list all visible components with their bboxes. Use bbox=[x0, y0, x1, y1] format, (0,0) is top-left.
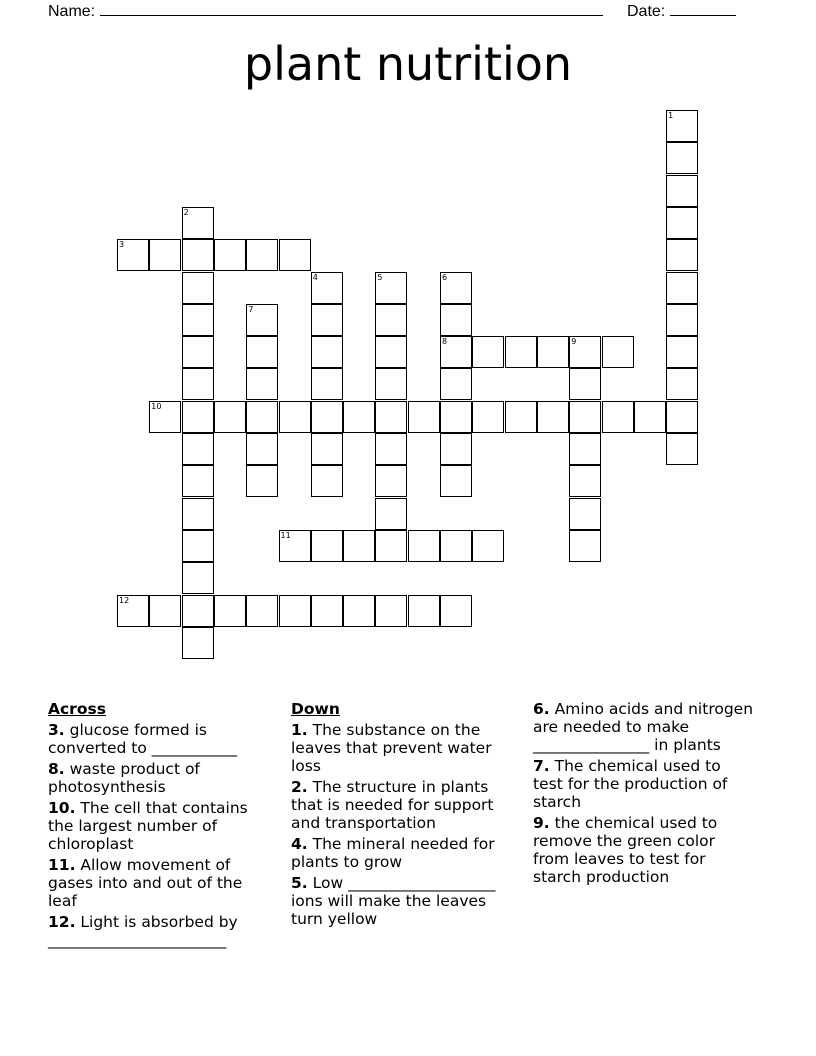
clue-item bbox=[48, 799, 270, 853]
clue-item-number: 10. bbox=[48, 799, 76, 817]
grid-cell[interactable] bbox=[311, 595, 343, 627]
grid-cell[interactable] bbox=[311, 272, 343, 304]
grid-cell[interactable] bbox=[440, 336, 472, 368]
clue-item-text: The substance on the leaves that prevent water loss bbox=[291, 721, 492, 775]
grid-cell[interactable] bbox=[569, 433, 601, 465]
grid-cell[interactable] bbox=[375, 304, 407, 336]
grid-cell[interactable] bbox=[408, 530, 440, 562]
clue-item-text: The chemical used to test for the production of starch bbox=[533, 757, 728, 811]
grid-cell[interactable] bbox=[440, 304, 472, 336]
clue-item-text: The structure in plants that is needed for support and transportation bbox=[291, 778, 494, 832]
grid-cell[interactable] bbox=[375, 595, 407, 627]
grid-cell[interactable] bbox=[343, 401, 375, 433]
grid-cell[interactable] bbox=[472, 336, 504, 368]
grid-cell[interactable] bbox=[666, 272, 698, 304]
grid-cell[interactable] bbox=[569, 368, 601, 400]
grid-cell[interactable] bbox=[182, 368, 214, 400]
clue-item-number: 8. bbox=[48, 760, 65, 778]
grid-cell[interactable] bbox=[505, 336, 537, 368]
clue-item bbox=[291, 778, 513, 832]
grid-cell[interactable] bbox=[602, 401, 634, 433]
clue-number: 3 bbox=[119, 240, 125, 250]
grid-cell[interactable] bbox=[375, 401, 407, 433]
grid-cell[interactable] bbox=[246, 433, 278, 465]
clue-number: 11 bbox=[280, 530, 291, 540]
grid-cell[interactable] bbox=[182, 433, 214, 465]
grid-cell[interactable] bbox=[375, 498, 407, 530]
grid-cell[interactable] bbox=[182, 272, 214, 304]
clue-item-number: 4. bbox=[291, 835, 308, 853]
grid-cell[interactable] bbox=[666, 175, 698, 207]
grid-cell[interactable] bbox=[472, 401, 504, 433]
clue-item-number: 3. bbox=[48, 721, 65, 739]
clue-number: 1 bbox=[668, 111, 674, 120]
grid-cell[interactable] bbox=[246, 401, 278, 433]
grid-cell[interactable] bbox=[182, 465, 214, 497]
grid-cell[interactable] bbox=[182, 595, 214, 627]
across-list bbox=[48, 721, 270, 949]
clue-number: 6 bbox=[442, 272, 448, 282]
grid-cell[interactable] bbox=[182, 530, 214, 562]
clue-item-text: glucose formed is converted to ___________ bbox=[48, 721, 238, 757]
clue-item-text: Allow movement of gases into and out of the leaf bbox=[48, 856, 243, 910]
grid-cell[interactable] bbox=[149, 401, 181, 433]
clue-item bbox=[48, 856, 270, 910]
grid-cell[interactable] bbox=[246, 239, 278, 271]
grid-cell[interactable] bbox=[537, 336, 569, 368]
clue-item bbox=[291, 835, 513, 871]
grid-cell[interactable] bbox=[311, 401, 343, 433]
grid-cell[interactable] bbox=[440, 530, 472, 562]
clue-number: 12 bbox=[119, 595, 130, 605]
clue-number: 9 bbox=[571, 337, 577, 347]
clue-item-number: 12. bbox=[48, 913, 76, 931]
grid-cell[interactable] bbox=[375, 530, 407, 562]
grid-cell[interactable] bbox=[182, 239, 214, 271]
grid-cell[interactable] bbox=[472, 530, 504, 562]
grid-cell[interactable] bbox=[182, 207, 214, 239]
clue-number: 7 bbox=[248, 304, 254, 314]
clue-number: 4 bbox=[312, 272, 318, 282]
grid-cell[interactable] bbox=[408, 595, 440, 627]
clue-item-number: 9. bbox=[533, 814, 550, 832]
grid-cell[interactable] bbox=[246, 336, 278, 368]
grid-cell[interactable] bbox=[117, 595, 149, 627]
grid-cell[interactable] bbox=[666, 110, 698, 142]
grid-cell[interactable] bbox=[279, 239, 311, 271]
clue-item-text: waste product of photosynthesis bbox=[48, 760, 200, 796]
grid-cell[interactable] bbox=[311, 530, 343, 562]
clue-item bbox=[533, 814, 755, 886]
down-clues bbox=[291, 700, 513, 931]
clue-number: 2 bbox=[183, 207, 189, 217]
down-list-continued bbox=[533, 700, 755, 886]
down-heading: Down bbox=[291, 700, 340, 718]
grid-cell[interactable] bbox=[311, 433, 343, 465]
grid-cell[interactable] bbox=[375, 368, 407, 400]
clue-item bbox=[48, 760, 270, 796]
grid-cell[interactable] bbox=[311, 368, 343, 400]
clue-item-text: the chemical used to remove the green color from leaves to test for starch production bbox=[533, 814, 718, 886]
grid-cell[interactable] bbox=[666, 368, 698, 400]
grid-cell[interactable] bbox=[569, 498, 601, 530]
clue-item-text: The mineral needed for plants to grow bbox=[291, 835, 495, 871]
clue-item bbox=[291, 874, 513, 928]
grid-cell[interactable] bbox=[602, 336, 634, 368]
across-heading: Across bbox=[48, 700, 106, 718]
grid-cell[interactable] bbox=[375, 433, 407, 465]
date-label: Date: bbox=[627, 3, 666, 20]
grid-cell[interactable] bbox=[666, 433, 698, 465]
clue-item-number: 7. bbox=[533, 757, 550, 775]
down-clues-continued bbox=[533, 700, 755, 889]
grid-cell[interactable] bbox=[666, 304, 698, 336]
grid-cell[interactable] bbox=[408, 401, 440, 433]
grid-cell[interactable] bbox=[279, 530, 311, 562]
grid-cell[interactable] bbox=[311, 304, 343, 336]
clue-item-number: 2. bbox=[291, 778, 308, 796]
grid-cell[interactable] bbox=[149, 239, 181, 271]
down-list bbox=[291, 721, 513, 928]
clue-item-text: Amino acids and nitrogen are needed to make _______________ in plants bbox=[533, 700, 754, 754]
grid-cell[interactable] bbox=[279, 595, 311, 627]
grid-cell[interactable] bbox=[569, 401, 601, 433]
clue-item-text: Light is absorbed by _______________________ bbox=[48, 913, 238, 949]
grid-cell[interactable] bbox=[246, 304, 278, 336]
grid-cell[interactable] bbox=[375, 336, 407, 368]
clue-number: 10 bbox=[151, 401, 162, 411]
grid-cell[interactable] bbox=[666, 142, 698, 174]
clue-number: 8 bbox=[442, 337, 448, 347]
clue-item bbox=[533, 757, 755, 811]
clue-item-number: 11. bbox=[48, 856, 76, 874]
grid-cell[interactable] bbox=[246, 368, 278, 400]
grid-cell[interactable] bbox=[182, 562, 214, 594]
grid-cell[interactable] bbox=[311, 336, 343, 368]
grid-cell[interactable] bbox=[634, 401, 666, 433]
grid-cell[interactable] bbox=[440, 272, 472, 304]
grid-cell[interactable] bbox=[440, 433, 472, 465]
grid-cell[interactable] bbox=[537, 401, 569, 433]
grid-cell[interactable] bbox=[214, 595, 246, 627]
clue-item bbox=[48, 721, 270, 757]
grid-cell[interactable] bbox=[505, 401, 537, 433]
clue-item-number: 1. bbox=[291, 721, 308, 739]
grid-cell[interactable] bbox=[214, 401, 246, 433]
grid-cell[interactable] bbox=[311, 465, 343, 497]
grid-cell[interactable] bbox=[246, 465, 278, 497]
grid-cell[interactable] bbox=[117, 239, 149, 271]
clue-item bbox=[291, 721, 513, 775]
grid-cell[interactable] bbox=[279, 401, 311, 433]
across-clues bbox=[48, 700, 270, 952]
clue-item-text: The cell that contains the largest number of chloroplast bbox=[48, 799, 248, 853]
grid-cell[interactable] bbox=[440, 465, 472, 497]
grid-cell[interactable] bbox=[666, 207, 698, 239]
grid-cell[interactable] bbox=[343, 595, 375, 627]
grid-cell[interactable] bbox=[182, 304, 214, 336]
grid-cell[interactable] bbox=[182, 336, 214, 368]
clue-item-text: Low ___________________ ions will make the leaves turn yellow bbox=[291, 874, 496, 928]
grid-cell[interactable] bbox=[182, 401, 214, 433]
clue-item-number: 5. bbox=[291, 874, 308, 892]
page-title: plant nutrition bbox=[243, 37, 573, 91]
grid-cell[interactable] bbox=[182, 627, 214, 659]
grid-cell[interactable] bbox=[149, 595, 181, 627]
grid-cell[interactable] bbox=[569, 465, 601, 497]
grid-cell[interactable] bbox=[666, 336, 698, 368]
clue-number: 5 bbox=[377, 272, 383, 282]
grid-cell[interactable] bbox=[246, 595, 278, 627]
clue-item bbox=[533, 700, 755, 754]
grid-cell[interactable] bbox=[440, 368, 472, 400]
grid-cell[interactable] bbox=[375, 272, 407, 304]
grid-cell[interactable] bbox=[214, 239, 246, 271]
grid-cell[interactable] bbox=[666, 401, 698, 433]
clue-item-number: 6. bbox=[533, 700, 550, 718]
grid-cell[interactable] bbox=[440, 401, 472, 433]
name-label: Name: bbox=[48, 3, 96, 20]
clue-item bbox=[48, 913, 270, 949]
grid-cell[interactable] bbox=[182, 498, 214, 530]
grid-cell[interactable] bbox=[343, 530, 375, 562]
grid-cell[interactable] bbox=[569, 336, 601, 368]
grid-cell[interactable] bbox=[375, 465, 407, 497]
grid-cell[interactable] bbox=[666, 239, 698, 271]
grid-cell[interactable] bbox=[569, 530, 601, 562]
grid-cell[interactable] bbox=[440, 595, 472, 627]
